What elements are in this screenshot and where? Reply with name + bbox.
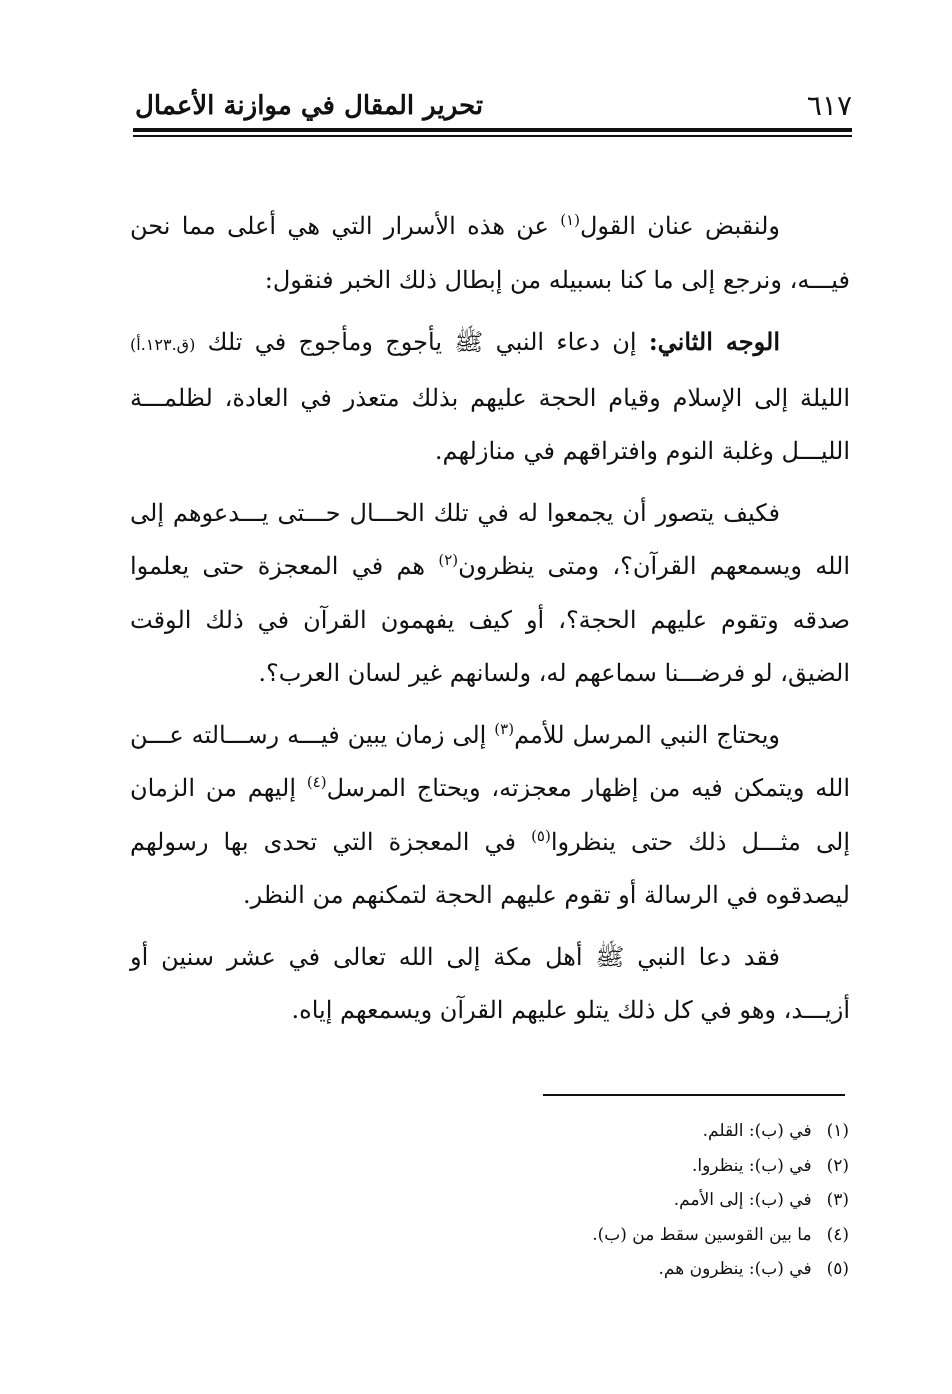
footnote-separator xyxy=(543,1094,845,1096)
footnote-number: (١) xyxy=(826,1121,849,1141)
text-run: إليهم من الزمان إلى مثـــل ذلك حتى ينظروا xyxy=(130,774,850,856)
footnote-text: في (ب): القلم. xyxy=(702,1121,812,1141)
footnote-number: (٣) xyxy=(826,1190,849,1210)
footnote-text: في (ب): ينظروا. xyxy=(691,1155,812,1176)
paragraph-3 xyxy=(130,487,850,701)
paragraph-5 xyxy=(130,931,850,1038)
text-run: إن دعاء النبي ﷺ يأجوج ومأجوج في تلك xyxy=(195,328,649,356)
header-rule-thin xyxy=(133,135,852,137)
running-title: تحرير المقال في موازنة الأعمال xyxy=(135,91,484,121)
page-number: ٦١٧ xyxy=(806,89,852,122)
footnote-ref: (٢) xyxy=(438,551,459,569)
text-run: إلى زمان يبين فيـــه رســـالته عـــن الله ويتمكن فيه من إظهار معجزته، ويحتاج المرسل xyxy=(130,720,850,802)
footnote-number: (٤) xyxy=(826,1224,849,1245)
paragraph-4 xyxy=(130,709,850,923)
main-text xyxy=(130,200,850,1046)
footnote xyxy=(349,1218,849,1253)
section-lead: الوجه الثاني: xyxy=(648,327,780,356)
footnote xyxy=(349,1252,849,1287)
header-rule-thick xyxy=(133,128,852,132)
footnote-number: (٥) xyxy=(826,1259,849,1279)
footnote-ref: (٥) xyxy=(531,826,551,845)
footnote-text: في (ب): ينظرون هم. xyxy=(658,1259,812,1279)
text-run: الليلة إلى الإسلام وقيام الحجة عليهم بذلك متعذر في العادة، لظلمـــة الليـــل وغلبة النوم وافتراقهم في منازلهم. xyxy=(130,383,850,465)
manuscript-folio-marker: (ق.١٢٣.أ) xyxy=(130,335,196,354)
text-run: فكيف يتصور أن يجمعوا له في تلك الحـــال حـــتى يـــدعوهم إلى الله ويسمعهم القرآن؟، ومتى ينظرون xyxy=(130,498,850,580)
paragraph-2 xyxy=(130,315,850,479)
running-header xyxy=(135,86,852,128)
footnotes xyxy=(349,1114,849,1287)
footnote-ref: (٣) xyxy=(494,719,515,738)
footnote-ref: (١) xyxy=(560,211,580,229)
footnote-text: ما بين القوسين سقط من (ب). xyxy=(592,1224,812,1245)
footnote-ref: (٤) xyxy=(306,773,327,791)
text-run: فقد دعا النبي ﷺ أهل مكة إلى الله تعالى في عشر سنين أو أزيـــد، وهو في كل ذلك يتلو عليهم القرآن ويسمعهم إياه. xyxy=(130,942,850,1024)
footnote xyxy=(349,1114,849,1149)
paragraph-1 xyxy=(130,200,850,307)
text-run: عن هذه الأسرار التي هي أعلى مما نحن فيـــه، ونرجع إلى ما كنا بسبيله من إبطال ذلك الخبر فنقول: xyxy=(130,212,850,294)
footnote-text: في (ب): إلى الأمم. xyxy=(673,1190,812,1210)
footnote xyxy=(349,1149,849,1184)
footnote-number: (٢) xyxy=(826,1155,849,1176)
footnote xyxy=(349,1183,849,1218)
text-run: في المعجزة التي تحدى بها رسولهم ليصدقوه في الرسالة أو تقوم عليهم الحجة لتمكنهم من النظر. xyxy=(130,827,850,909)
text-run: ولنقبض عنان القول xyxy=(579,212,780,240)
text-run: ويحتاج النبي المرسل للأمم xyxy=(514,720,780,749)
text-run: هم في المعجزة حتى يعلموا صدقه وتقوم عليهم الحجة؟، أو كيف يفهمون القرآن في ذلك الوقت الضيق، لو فرضـــنا سماعهم له، ولسانهم غير لسان العرب؟. xyxy=(130,552,850,687)
